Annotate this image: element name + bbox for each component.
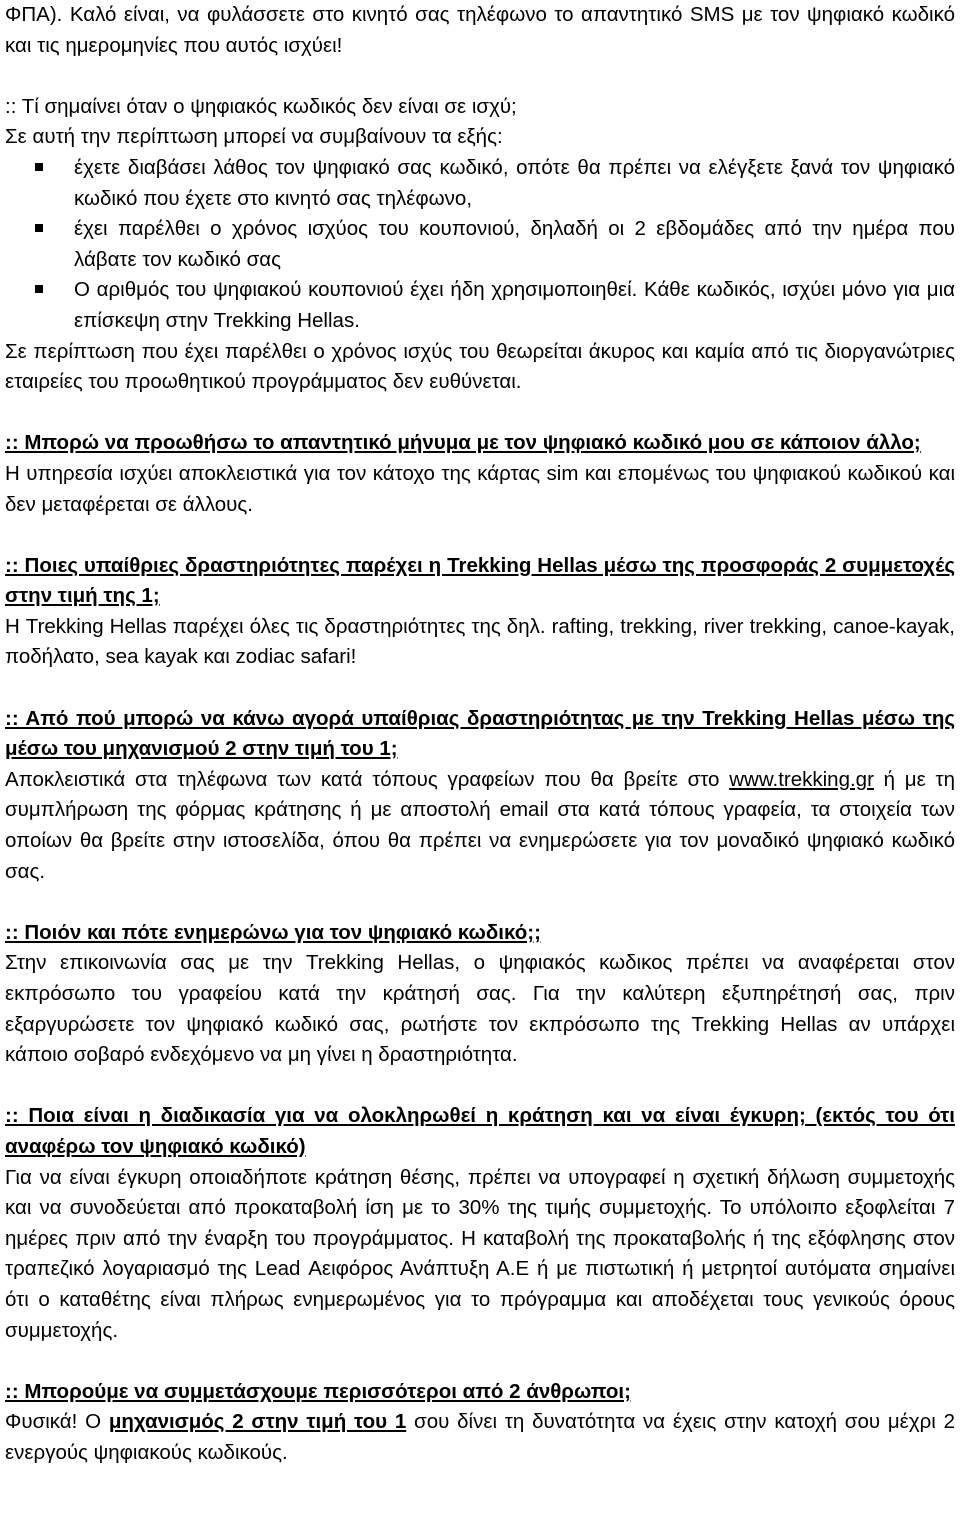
section-2-answer: Η υπηρεσία ισχύει αποκλειστικά για τον κάτοχο της κάρτας sim και επομένως του ψηφιακού κωδικού και δεν μεταφέρεται σε άλλους. bbox=[5, 461, 955, 516]
section-1-lead: Σε αυτή την περίπτωση μπορεί να συμβαίνουν τα εξής: bbox=[5, 125, 503, 149]
list-item bbox=[5, 214, 955, 275]
list-item-text: έχει παρέλθει ο χρόνος ισχύος του κουπονιού, δηλαδή οι 2 εβδομάδες από την ημέρα που λάβατε τον κωδικό σας bbox=[74, 217, 955, 271]
section-7-answer-post: σου δίνει τη δυνατότητα να έχεις στην κατοχή σου μέχρι 2 ενεργούς ψηφιακούς κωδικούς. bbox=[5, 1410, 955, 1464]
section-1-question: :: Τί σημαίνει όταν ο ψηφιακός κωδικός δεν είναι σε ισχύ; bbox=[5, 94, 517, 118]
section-2-question: :: Μπορώ να προωθήσω το απαντητικό μήνυμα με τον ψηφιακό κωδικό μου σε κάποιον άλλο; bbox=[5, 431, 921, 455]
section-7-answer-pre: Φυσικά! Ο bbox=[5, 1410, 109, 1434]
section-4-answer bbox=[5, 765, 955, 887]
section-6-answer: Για να είναι έγκυρη οποιαδήποτε κράτηση θέσης, πρέπει να υπογραφεί η σχετική δήλωση συμμετοχής και να συνοδεύεται από προκαταβολή ίση με το 30% της τιμής συμμετοχής. Το υπόλοιπο εξοφλείται 7 ημέρες πριν από την έναρξη του προγράμματος. Η καταβολή της προκαταβολής ή της εξόφλησης στον τραπεζικό λογαριασμό της Lead Αειφόρος Ανάπτυξη Α.Ε ή με πιστωτική ή μετρητοί αυτόματα σημαίνει ότι ο καταθέτης είναι πλήρως ενημερωμένος για το πρόγραμμα και αποδέχεται τους γενικούς όρους συμμετοχής. bbox=[5, 1165, 955, 1342]
list-item-text: Ο αριθμός του ψηφιακού κουπονιού έχει ήδη χρησιμοποιηθεί. Κάθε κωδικός, ισχύει μόνο για μια επίσκεψη στην Trekking Hellas. bbox=[74, 278, 955, 332]
list-item-text: έχετε διαβάσει λάθος τον ψηφιακό σας κωδικό, οπότε θα πρέπει να ελέγξετε ξανά τον ψηφιακό κωδικό που έχετε στο κινητό σας τηλέφωνο, bbox=[74, 155, 955, 210]
intro-paragraph: ΦΠΑ). Καλό είναι, να φυλάσσετε στο κινητό σας τηλέφωνο το απαντητικό SMS με τον ψηφιακό κωδικό και τις ημερομηνίες που αυτός ισχύει! bbox=[5, 3, 955, 57]
section-3-answer: Η Trekking Hellas παρέχει όλες τις δραστηριότητες της δηλ. rafting, trekking, river trekking, canoe-kayak, ποδήλατο, sea kayak και zodiac safari! bbox=[5, 614, 955, 669]
section-1-bullet-list bbox=[5, 153, 955, 337]
section-5-question: :: Ποιόν και πότε ενημερώνω για τον ψηφιακό κωδικό;; bbox=[5, 920, 541, 944]
section-7-answer bbox=[5, 1407, 955, 1468]
section-4-answer-pre: Αποκλειστικά στα τηλέφωνα των κατά τόπους γραφείων που θα βρείτε στο bbox=[5, 767, 730, 791]
section-4-answer-post: ή με τη συμπλήρωση της φόρμας κράτησης ή με αποστολή email στα κατά τόπους γραφεία, τα στοιχεία των οποίων θα βρείτε στην ιστοσελίδα, όπου θα πρέπει να ενημερώσετε για τον μοναδικό ψηφιακό κωδικό σας. bbox=[5, 767, 956, 883]
list-item bbox=[5, 153, 955, 214]
section-7-answer-emphasis: μηχανισμός 2 στην τιμή του 1 bbox=[108, 1410, 407, 1434]
section-5-answer: Στην επικοινωνία σας με την Trekking Hellas, ο ψηφιακός κωδικος πρέπει να αναφέρεται στον εκπρόσωπο του γραφείου κατά την κράτησή σας. Για την καλύτερη εξυπηρέτησή σας, πριν εξαργυρώσετε τον ψηφιακό κωδικό σας, ρωτήστε τον εκπρόσωπο της Trekking Hellas αν υπάρχει κάποιο σοβαρό ενδεχόμενο να μη γίνει η δραστηριότητα. bbox=[5, 951, 955, 1067]
section-6-question: :: Ποια είναι η διαδικασία για να ολοκληρωθεί η κράτηση και να είναι έγκυρη; (εκτός του ότι αναφέρω τον ψηφιακό κωδικό) bbox=[5, 1104, 955, 1158]
list-item bbox=[5, 275, 955, 336]
section-4-question: :: Από πού μπορώ να κάνω αγορά υπαίθριας δραστηριότητας με την Trekking Hellas μέσω της μέσω του μηχανισμού 2 στην τιμή του 1; bbox=[5, 706, 955, 761]
section-1-answer: Σε περίπτωση που έχει παρέλθει ο χρόνος ισχύς του θεωρείται άκυρος και καμία από τις διοργανώτριες εταιρείες του προωθητικού προγράμματος δεν ευθύνεται. bbox=[5, 339, 955, 394]
square-bullet-icon bbox=[35, 224, 43, 232]
trekking-website-link[interactable]: www.trekking.gr bbox=[729, 767, 874, 791]
section-3-question: :: Ποιες υπαίθριες δραστηριότητες παρέχει η Trekking Hellas μέσω της προσφοράς 2 συμμετοχές στην τιμή της 1; bbox=[5, 553, 955, 608]
square-bullet-icon bbox=[35, 163, 43, 171]
section-7-question: :: Μπορούμε να συμμετάσχουμε περισσότεροι από 2 άνθρωποι; bbox=[5, 1379, 631, 1403]
square-bullet-icon bbox=[35, 285, 43, 293]
